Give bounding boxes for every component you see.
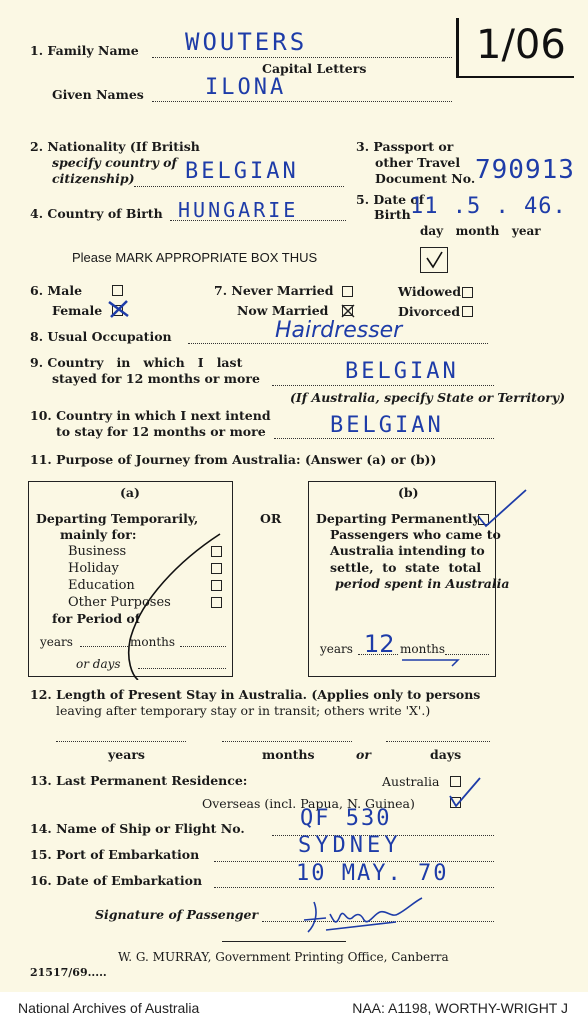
given-names-label: Given Names (52, 87, 144, 102)
perm-years-label: years (320, 642, 353, 656)
date-of-birth-label: 5. Date of (356, 192, 425, 207)
last-country-note: (If Australia, specify State or Territory) (290, 390, 566, 405)
stay-years-line (56, 741, 186, 742)
male-label: 6. Male (30, 283, 83, 298)
never-married-checkbox[interactable] (342, 286, 353, 297)
corner-horizontal-line (456, 76, 574, 78)
holiday-label: Holiday (68, 561, 119, 576)
male-checkbox[interactable] (112, 285, 123, 296)
last-country-line (272, 385, 494, 386)
nationality-line (134, 186, 344, 187)
last-country-value: BELGIAN (345, 359, 459, 384)
female-label: Female (52, 303, 103, 318)
archive-reference: NAA: A1198, WORTHY-WRIGHT J (352, 1000, 568, 1016)
given-names-line (152, 101, 452, 102)
country-of-birth-value: HUNGARIE (178, 198, 299, 222)
next-country-label: 10. Country in which I next intend (30, 408, 271, 423)
education-label: Education (68, 578, 135, 593)
last-country-label-2: stayed for 12 months or more (52, 371, 260, 386)
corner-number: 1/06 (476, 22, 566, 68)
port-value: SYDNEY (298, 833, 402, 858)
mark-box-instruction: Please MARK APPROPRIATE BOX THUS (72, 250, 318, 265)
overseas-label: Overseas (incl. Papua, N. Guinea) (202, 796, 415, 811)
overseas-checkbox-mark (444, 776, 484, 810)
stay-days-label: days (430, 747, 462, 762)
divider-rule (222, 941, 346, 942)
capital-letters-label: Capital Letters (262, 61, 367, 76)
female-checkbox-mark (106, 298, 132, 320)
family-name-line (152, 57, 452, 58)
passenger-signature (296, 892, 436, 938)
permanent-line-2: Passengers who came to (330, 527, 501, 542)
date-of-birth-value: 11 .5 . 46. (410, 194, 567, 219)
business-label: Business (68, 544, 127, 559)
temporary-box-head: (a) (120, 485, 140, 500)
occupation-label: 8. Usual Occupation (30, 329, 172, 344)
family-name-label: 1. Family Name (30, 43, 139, 58)
passport-value: 790913 (475, 155, 575, 185)
australia-label: Australia (382, 774, 440, 789)
embark-date-line (214, 887, 494, 888)
dmy-caption: day month year (420, 224, 541, 238)
temporary-subtitle: mainly for: (60, 527, 137, 542)
temp-years-label: years (40, 635, 73, 649)
permanent-line-4: settle, to state total (330, 560, 482, 575)
country-of-birth-label: 4. Country of Birth (30, 206, 163, 221)
other-purposes-label: Other Purposes (68, 595, 171, 610)
perm-years-value: 12 (364, 630, 395, 658)
family-name-value: WOUTERS (185, 28, 308, 56)
stay-days-line (386, 741, 490, 742)
next-country-value: BELGIAN (330, 413, 444, 438)
mark-example-box (420, 247, 448, 273)
archive-footer (0, 992, 588, 1024)
widowed-label: Widowed (398, 284, 462, 299)
nationality-label: 2. Nationality (If British (30, 139, 200, 154)
last-residence-label: 13. Last Permanent Residence: (30, 773, 248, 788)
stay-months-label: months (262, 747, 315, 762)
permanent-box-head: (b) (398, 485, 419, 500)
purpose-label: 11. Purpose of Journey from Australia: (Answer (a) or (b)) (30, 452, 437, 467)
period-label: for Period of (52, 611, 141, 626)
temp-months-label: months (130, 635, 176, 649)
passport-label-2: other Travel (375, 155, 461, 170)
embark-date-label: 16. Date of Embarkation (30, 873, 203, 888)
present-stay-label-2: leaving after temporary stay or in transit; others write 'X'.) (56, 703, 431, 718)
passport-label-3: Document No. (375, 171, 476, 186)
date-of-birth-label-2: Birth (374, 207, 411, 222)
printer-credit: W. G. MURRAY, Government Printing Office, Canberra (118, 950, 449, 964)
occupation-line (188, 343, 488, 344)
divorced-checkbox[interactable] (462, 306, 473, 317)
permanent-checkbox-mark (470, 488, 530, 530)
stay-years-label: years (108, 747, 145, 762)
given-names-value: ILONA (205, 75, 287, 100)
next-country-label-2: to stay for 12 months or more (56, 424, 266, 439)
occupation-value: Hairdresser (275, 318, 403, 343)
form-number: 21517/69..... (30, 966, 107, 979)
widowed-checkbox[interactable] (462, 287, 473, 298)
ship-flight-label: 14. Name of Ship or Flight No. (30, 821, 245, 836)
permanent-title: Departing Permanently (316, 511, 480, 526)
permanent-line-5: period spent in Australia (335, 576, 510, 591)
signature-label: Signature of Passenger (95, 907, 259, 922)
passport-label: 3. Passport or (356, 139, 454, 154)
last-country-label: 9. Country in which I last (30, 355, 243, 370)
or-label: OR (260, 511, 282, 526)
corner-vertical-line (456, 18, 459, 78)
ship-flight-value: QF 530 (300, 806, 392, 831)
stay-months-line (222, 741, 352, 742)
now-married-checkbox-mark (340, 303, 356, 319)
mark-example-tick (421, 248, 447, 272)
temporary-strike-mark (90, 530, 230, 680)
never-married-label: 7. Never Married (214, 283, 334, 298)
present-stay-label: 12. Length of Present Stay in Australia. (Applies only to persons (30, 687, 481, 702)
now-married-label: Now Married (237, 303, 329, 318)
temporary-title: Departing Temporarily, (36, 511, 199, 526)
nationality-value: BELGIAN (185, 159, 299, 184)
next-country-line (274, 438, 494, 439)
permanent-line-3: Australia intending to (330, 543, 485, 558)
divorced-label: Divorced (398, 304, 461, 319)
nationality-label-2: specify country of (52, 155, 177, 170)
perm-months-stroke (400, 652, 464, 668)
stay-or-label: or (356, 747, 371, 762)
embark-date-value: 10 MAY. 70 (296, 861, 449, 886)
nationality-label-3: citizenship) (52, 171, 135, 186)
perm-months-label: months (400, 642, 446, 656)
temp-or-days-label: or days (76, 657, 121, 671)
port-label: 15. Port of Embarkation (30, 847, 200, 862)
archive-name: National Archives of Australia (18, 1000, 200, 1016)
